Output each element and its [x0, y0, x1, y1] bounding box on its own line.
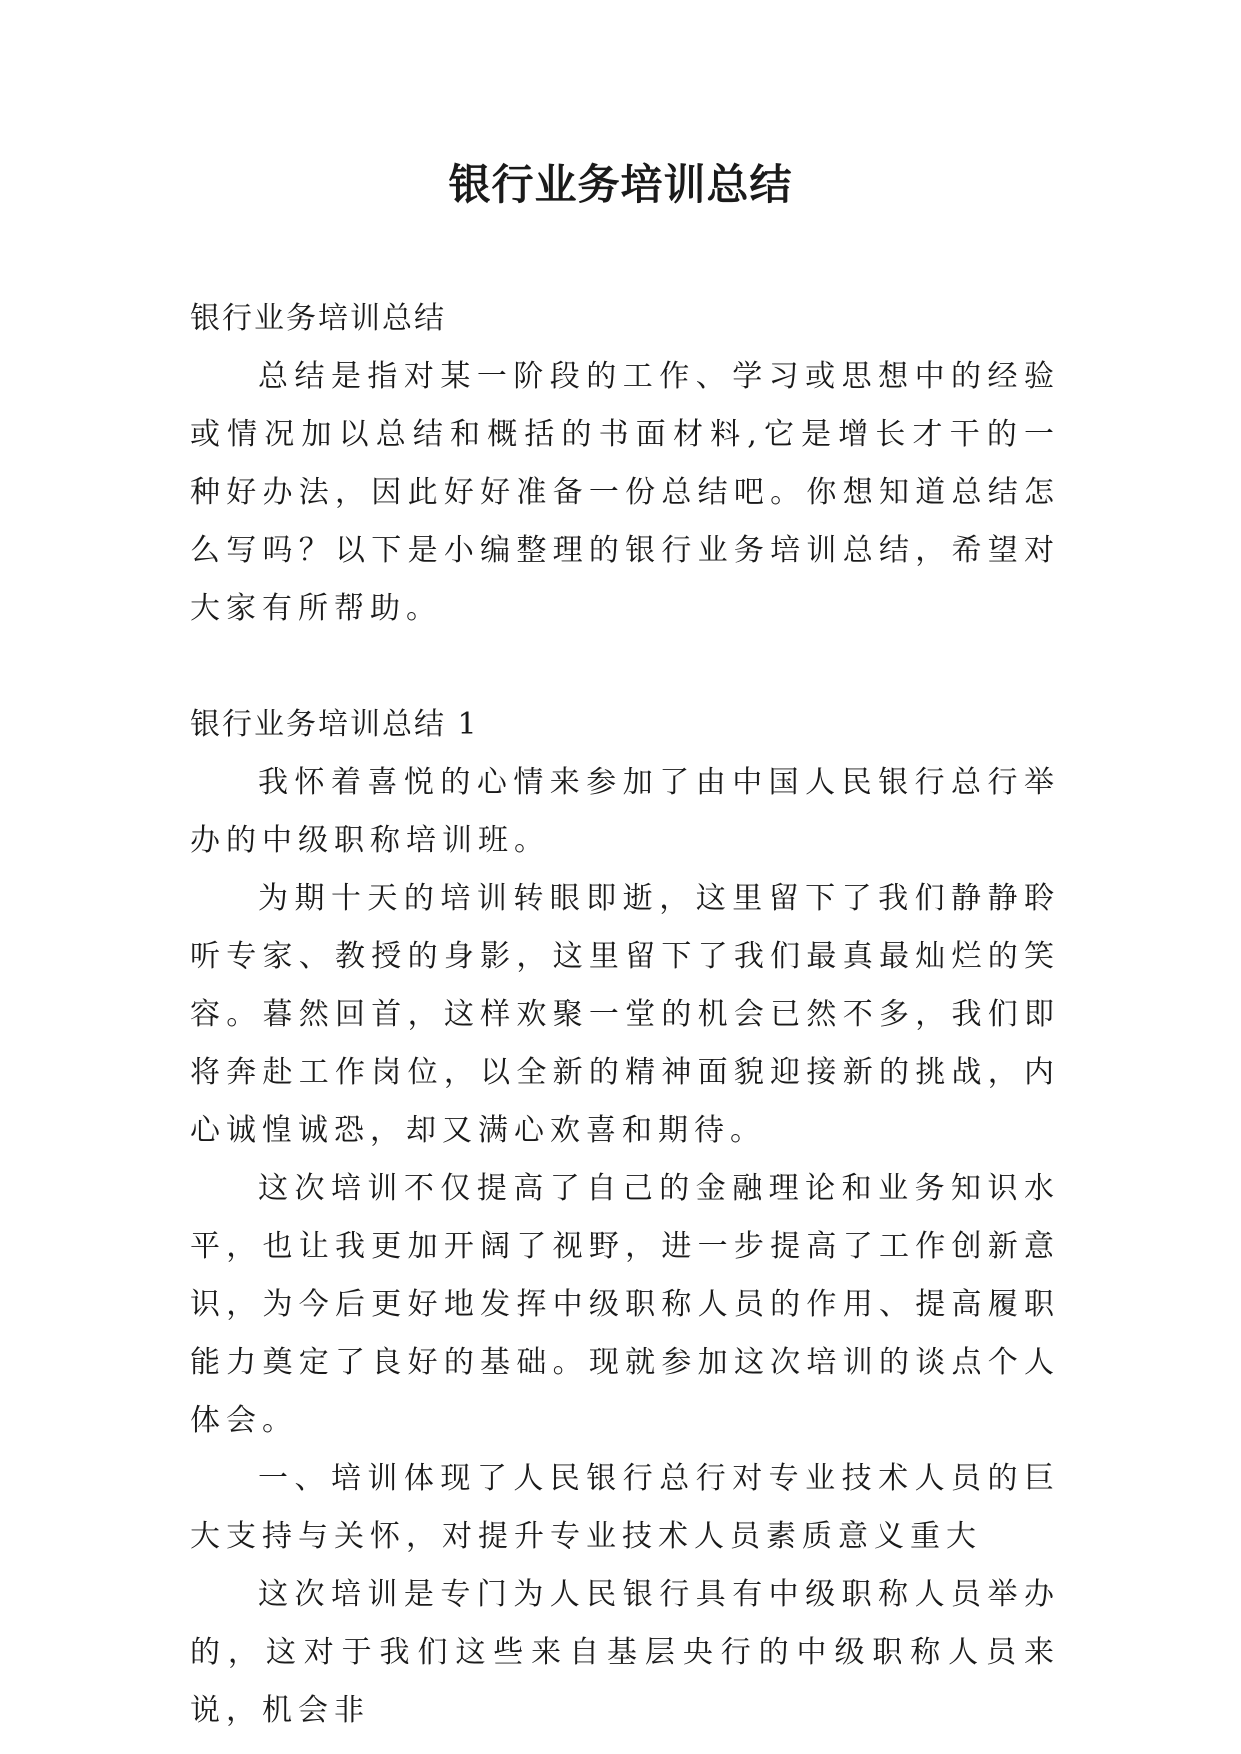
- document-body: [190, 290, 1060, 1740]
- body-paragraph: 为期十天的培训转眼即逝，这里留下了我们静静聆听专家、教授的身影，这里留下了我们最真最灿烂的笑容。暮然回首，这样欢聚一堂的机会已然不多，我们即将奔赴工作岗位，以全新的精神面貌迎接新的挑战，内心诚惶诚恐，却又满心欢喜和期待。: [190, 881, 1060, 1148]
- body-paragraph: 一、培训体现了人民银行总行对专业技术人员的巨大支持与关怀，对提升专业技术人员素质意义重大: [190, 1461, 1060, 1554]
- spacer: [190, 638, 1060, 696]
- document-subtitle: 银行业务培训总结: [190, 301, 446, 336]
- body-paragraph: 这次培训是专门为人民银行具有中级职称人员举办的，这对于我们这些来自基层央行的中级职称人员来说，机会非: [190, 1577, 1060, 1728]
- body-paragraph: 这次培训不仅提高了自己的金融理论和业务知识水平，也让我更加开阔了视野，进一步提高了工作创新意识，为今后更好地发挥中级职称人员的作用、提高履职能力奠定了良好的基础。现就参加这次培训的谈点个人体会。: [190, 1171, 1060, 1438]
- section-heading: 银行业务培训总结 1: [190, 707, 479, 742]
- intro-paragraph: 总结是指对某一阶段的工作、学习或思想中的经验或情况加以总结和概括的书面材料,它是增长才干的一种好办法，因此好好准备一份总结吧。你想知道总结怎么写吗？以下是小编整理的银行业务培训总结，希望对大家有所帮助。: [190, 359, 1060, 626]
- document-title: 银行业务培训总结: [448, 160, 793, 209]
- body-paragraph: 我怀着喜悦的心情来参加了由中国人民银行总行举办的中级职称培训班。: [190, 765, 1060, 858]
